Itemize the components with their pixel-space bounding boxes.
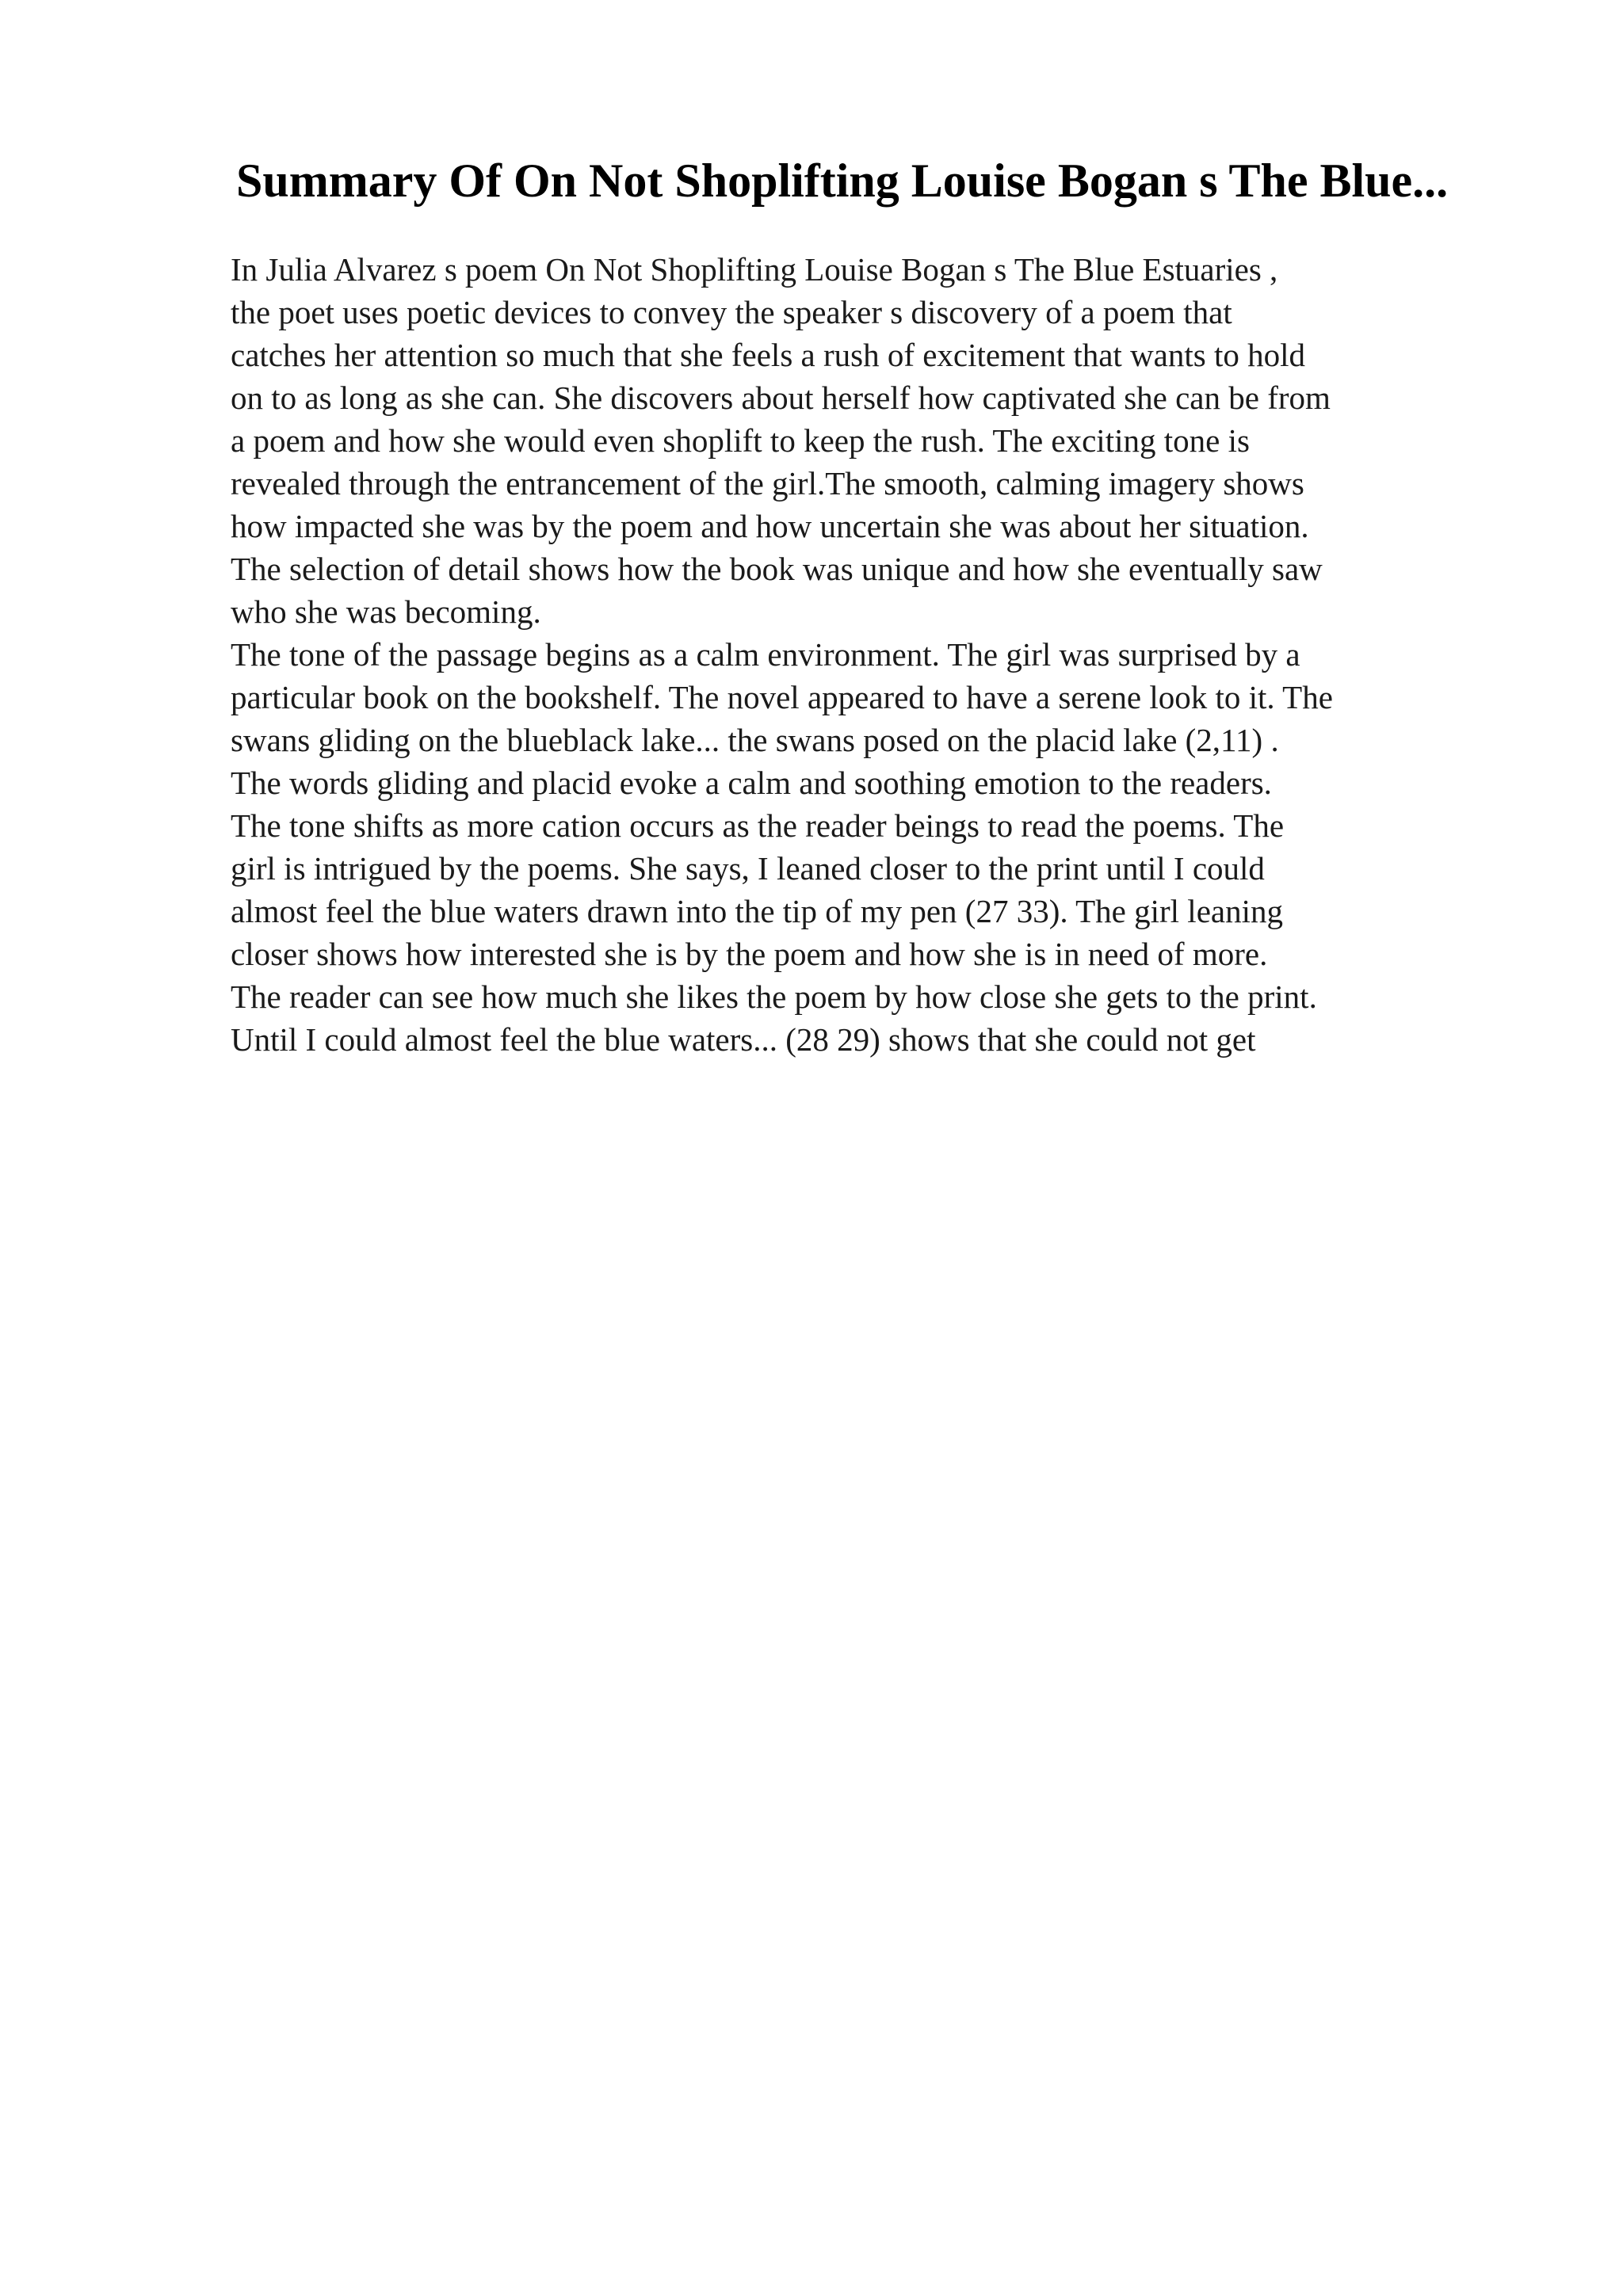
body-line: a poem and how she would even shoplift to keep the rush. The exciting tone is <box>231 422 1250 459</box>
body-line: particular book on the bookshelf. The novel appeared to have a serene look to it. The <box>231 679 1333 715</box>
body-line: The selection of detail shows how the book was unique and how she eventually saw <box>231 551 1323 587</box>
document-body <box>231 248 1514 1061</box>
body-line: the poet uses poetic devices to convey the speaker s discovery of a poem that <box>231 294 1232 330</box>
body-line: who she was becoming. <box>231 593 541 630</box>
document-title: Summary Of On Not Shoplifting Louise Bogan s The Blue... <box>236 154 1449 207</box>
body-line: The words gliding and placid evoke a calm and soothing emotion to the readers. <box>231 765 1272 801</box>
body-line: swans gliding on the blueblack lake... the swans posed on the placid lake (2,11) . <box>231 722 1279 758</box>
body-line: girl is intrigued by the poems. She says, I leaned closer to the print until I could <box>231 850 1265 887</box>
body-line: The tone of the passage begins as a calm environment. The girl was surprised by a <box>231 636 1300 673</box>
body-line: catches her attention so much that she feels a rush of excitement that wants to hold <box>231 337 1306 373</box>
body-line: The reader can see how much she likes the poem by how close she gets to the print. <box>231 978 1317 1015</box>
body-line: how impacted she was by the poem and how uncertain she was about her situation. <box>231 508 1309 544</box>
body-line: almost feel the blue waters drawn into the tip of my pen (27 33). The girl leaning <box>231 893 1283 929</box>
body-line: Until I could almost feel the blue waters... (28 29) shows that she could not get <box>231 1021 1256 1058</box>
body-line: on to as long as she can. She discovers about herself how captivated she can be from <box>231 379 1331 416</box>
body-line: revealed through the entrancement of the girl.The smooth, calming imagery shows <box>231 465 1304 502</box>
body-line: The tone shifts as more cation occurs as the reader beings to read the poems. The <box>231 807 1285 844</box>
body-line: closer shows how interested she is by the poem and how she is in need of more. <box>231 936 1268 972</box>
body-line: In Julia Alvarez s poem On Not Shoplifting Louise Bogan s The Blue Estuaries , <box>231 251 1278 288</box>
